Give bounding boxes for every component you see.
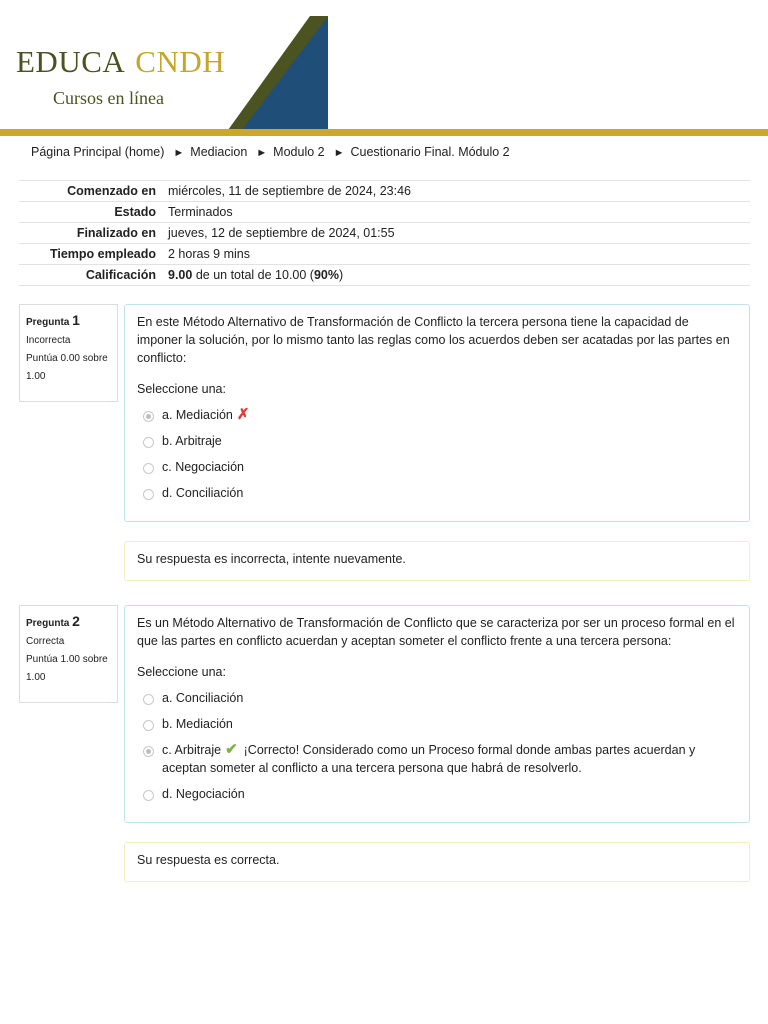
option-label: b. Mediación	[162, 717, 233, 731]
option-label: d. Negociación	[162, 787, 245, 801]
summary-label: Estado	[19, 202, 168, 223]
option-selected-block	[162, 741, 737, 777]
summary-row	[19, 244, 750, 265]
question-2-feedback: Su respuesta es correcta.	[124, 842, 750, 882]
breadcrumb	[31, 145, 510, 159]
answer-option[interactable]	[137, 689, 737, 707]
logo-subtitle: Cursos en línea	[53, 88, 164, 108]
grade-value	[168, 265, 750, 286]
question-number: 1	[72, 312, 80, 328]
breadcrumb-home[interactable]: Página Principal (home)	[31, 145, 165, 159]
question-1-feedback: Su respuesta es incorrecta, intente nuevamente.	[124, 541, 750, 581]
answer-option[interactable]	[137, 406, 737, 424]
radio-button[interactable]	[143, 489, 154, 500]
summary-value: miércoles, 11 de septiembre de 2024, 23:46	[168, 181, 750, 202]
summary-value: Terminados	[168, 202, 750, 223]
option-label: a. Mediación	[162, 408, 233, 422]
option-label: b. Arbitraje	[162, 434, 222, 448]
correct-check-icon: ✔	[225, 741, 238, 758]
question-grade: Puntúa 1.00 sobre 1.00	[26, 654, 108, 683]
summary-label: Calificación	[19, 265, 168, 286]
summary-value: jueves, 12 de septiembre de 2024, 01:55	[168, 223, 750, 244]
answer-prompt: Seleccione una:	[137, 382, 226, 396]
option-label: d. Conciliación	[162, 486, 244, 500]
header-divider	[0, 129, 768, 136]
answer-option[interactable]	[137, 458, 737, 476]
summary-row	[19, 181, 750, 202]
question-status: Incorrecta	[26, 335, 71, 346]
incorrect-icon: ✗	[236, 406, 250, 423]
logo-cndh: CNDH	[135, 44, 226, 79]
summary-row	[19, 265, 750, 286]
logo-educa: EDUCA	[16, 44, 126, 79]
radio-button[interactable]	[143, 720, 154, 731]
question-grade: Puntúa 0.00 sobre 1.00	[26, 353, 108, 382]
summary-label: Tiempo empleado	[19, 244, 168, 265]
breadcrumb-course[interactable]: Mediacion	[190, 145, 248, 159]
attempt-summary-table	[19, 180, 750, 286]
grade-close: )	[339, 268, 344, 282]
breadcrumb-quiz[interactable]: Cuestionario Final. Módulo 2	[350, 145, 510, 159]
breadcrumb-separator: ►	[256, 147, 268, 159]
radio-button[interactable]	[143, 437, 154, 448]
summary-label: Finalizado en	[19, 223, 168, 244]
radio-button[interactable]	[143, 411, 154, 422]
question-2-content	[124, 605, 750, 823]
answer-prompt: Seleccione una:	[137, 665, 226, 679]
question-number: 2	[72, 613, 80, 629]
grade-score: 9.00	[168, 268, 193, 282]
summary-value: 2 horas 9 mins	[168, 244, 750, 265]
question-2-info	[19, 605, 118, 703]
answer-option[interactable]	[137, 715, 737, 733]
question-text: Es un Método Alternativo de Transformación de Conflicto que se caracteriza por ser un proceso formal en el que las partes en conflicto acuerdan y aceptan someter el conflicto frente a una tercera persona:	[137, 616, 735, 648]
radio-button[interactable]	[143, 746, 154, 757]
option-feedback: ¡Correcto! Considerado como un Proceso formal donde ambas partes acuerdan y aceptan someter al conflicto a una tercera persona que habrá de resolverlo.	[162, 743, 696, 775]
question-status: Correcta	[26, 636, 65, 647]
breadcrumb-module[interactable]: Modulo 2	[273, 145, 325, 159]
answer-option[interactable]	[137, 484, 737, 502]
answer-option[interactable]	[137, 785, 737, 803]
option-label: c. Negociación	[162, 460, 244, 474]
question-1-content	[124, 304, 750, 522]
site-header	[0, 0, 768, 130]
answer-option[interactable]	[137, 741, 737, 777]
site-logo[interactable]	[16, 44, 225, 80]
header-decoration	[228, 16, 330, 130]
option-label: c. Arbitraje	[162, 743, 222, 757]
question-1-info	[19, 304, 118, 402]
grade-percent: 90%	[313, 268, 339, 282]
summary-row	[19, 223, 750, 244]
radio-button[interactable]	[143, 463, 154, 474]
question-text: En este Método Alternativo de Transformación de Conflicto la tercera persona tiene la capacidad de imponer la solución, por lo mismo tanto las reglas como los acuerdos deben ser acatadas por las partes en conflicto:	[137, 315, 730, 365]
breadcrumb-separator: ►	[173, 147, 185, 159]
grade-total-text: de un total de 10.00 (	[192, 268, 314, 282]
summary-label: Comenzado en	[19, 181, 168, 202]
breadcrumb-separator: ►	[333, 147, 345, 159]
question-label: Pregunta	[26, 317, 70, 328]
question-label: Pregunta	[26, 618, 70, 629]
radio-button[interactable]	[143, 790, 154, 801]
summary-row	[19, 202, 750, 223]
option-label: a. Conciliación	[162, 691, 244, 705]
radio-button[interactable]	[143, 694, 154, 705]
answer-option[interactable]	[137, 432, 737, 450]
